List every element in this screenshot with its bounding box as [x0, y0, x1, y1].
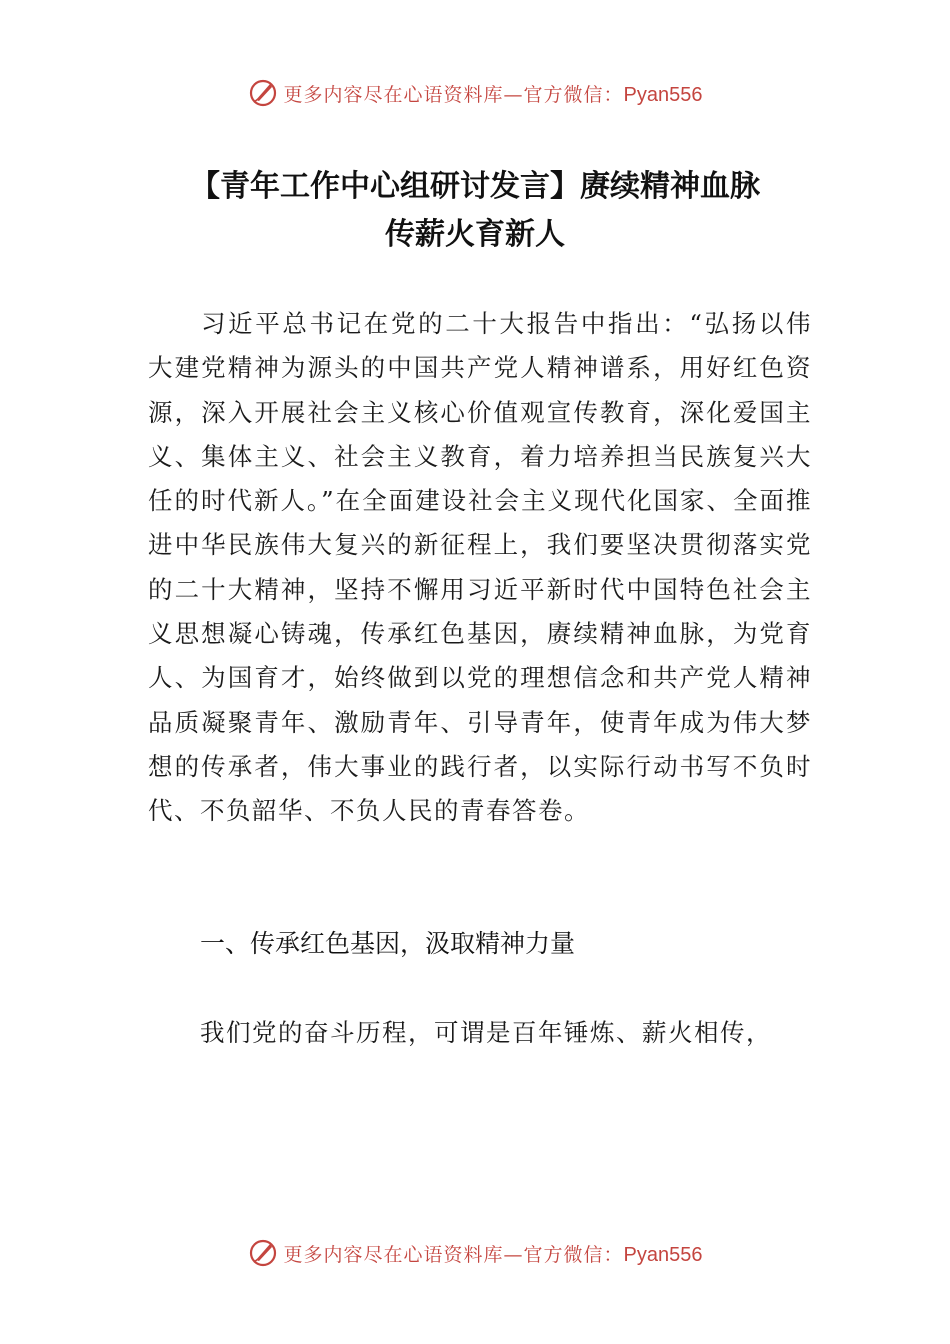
wechat-id: Pyan556: [623, 1243, 703, 1266]
watermark-text: 更多内容尽在心语资料库—官方微信：Pyan556: [283, 1243, 703, 1266]
document-title: [100, 163, 850, 259]
title-line-2: 传薪火育新人: [385, 217, 565, 252]
section-1-paragraph: 我们党的奋斗历程，可谓是百年锤炼、薪火相传，: [200, 1018, 772, 1047]
quill-pen-circle-icon: [248, 78, 278, 108]
quill-pen-circle-icon: [248, 1238, 278, 1268]
intro-paragraph: 习近平总书记在党的二十大报告中指出：“弘扬以伟大建党精神为源头的中国共产党人精神谱系，用好红色资源，深入开展社会主义核心价值观宣传教育，深化爱国主义、集体主义、社会主义教育，着力培养担当民族复兴大任的时代新人。”在全面建设社会主义现代化国家、全面推进中华民族伟大复兴的新征程上，我们要坚决贯彻落实党的二十大精神，坚持不懈用习近平新时代中国特色社会主义思想凝心铸魂，传承红色基因，赓续精神血脉，为党育人、为国育才，始终做到以党的理想信念和共产党人精神品质凝聚青年、激励青年、引导青年，使青年成为伟大梦想的传承者，伟大事业的践行者，以实际行动书写不负时代、不负韶华、不负人民的青春答卷。: [148, 309, 812, 826]
footer-watermark: [0, 1233, 950, 1273]
watermark-text: 更多内容尽在心语资料库—官方微信：Pyan556: [283, 83, 703, 106]
section-1-heading: 一、传承红色基因，汲取精神力量: [200, 929, 576, 958]
title-line-1: 【青年工作中心组研讨发言】赓续精神血脉: [190, 169, 760, 204]
wechat-id: Pyan556: [623, 83, 703, 106]
header-watermark: [0, 73, 950, 113]
